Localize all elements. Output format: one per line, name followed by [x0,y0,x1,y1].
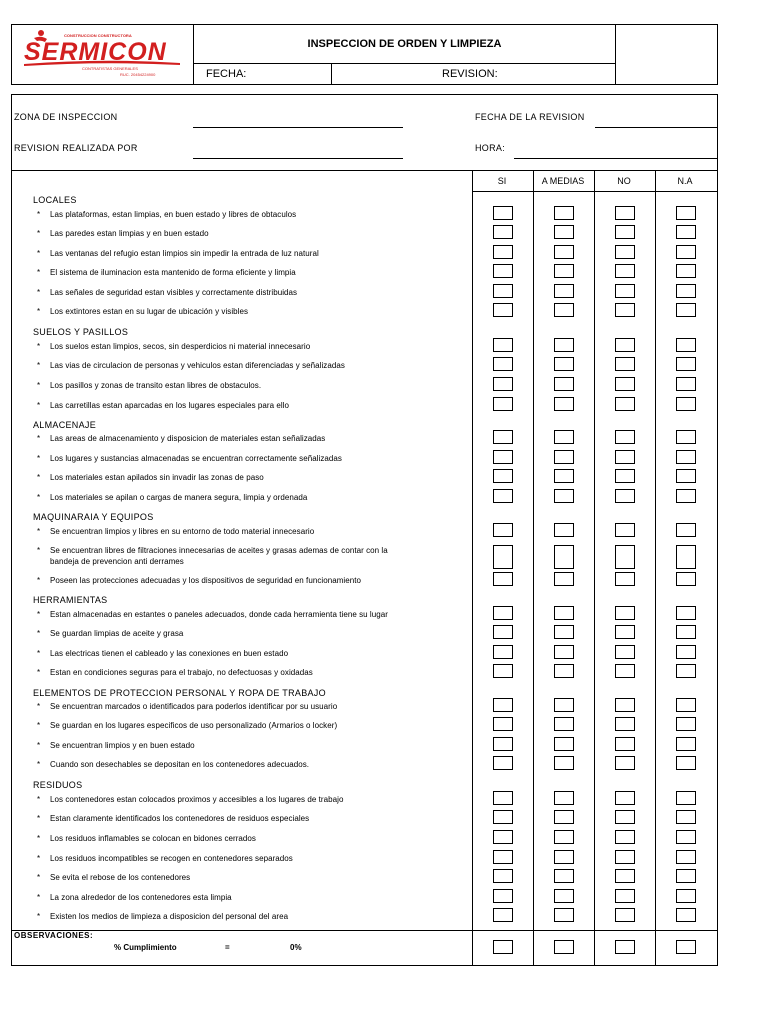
checkbox-a-medias[interactable] [554,303,574,317]
checklist-item: Las areas de almacenamiento y disposicion de materiales estan señalizadas [50,434,326,443]
checkbox-na[interactable] [676,625,696,639]
checklist-item: Las vias de circulacion de personas y vehiculos estan diferenciadas y señalizadas [50,361,345,370]
checklist-item: Se guardan en los lugares especificos de uso personalizado (Armarios o locker) [50,721,338,730]
checkbox-si[interactable] [493,338,513,352]
checkbox-no[interactable] [615,284,635,298]
checkbox-na[interactable] [676,606,696,620]
checkbox-a-medias[interactable] [554,606,574,620]
column-header-na: N.A [677,176,693,186]
checkbox-si[interactable] [493,850,513,864]
column-divider [472,170,473,966]
checkbox-si[interactable] [493,810,513,824]
checkbox-na[interactable] [676,737,696,751]
checkbox-a-medias[interactable] [554,737,574,751]
checklist-item: Estan almacenadas en estantes o paneles adecuados, donde cada herramienta tiene su lugar [50,610,388,619]
checklist-item: Se encuentran libres de filtraciones innecesarias de aceites y grasas ademas de contar con la [50,546,388,555]
checkbox-si[interactable] [493,664,513,678]
bullet: * [37,795,41,804]
bullet: * [37,629,41,638]
checklist-item: Poseen las protecciones adecuadas y los dispositivos de seguridad en funcionamiento [50,576,362,585]
checkbox-no[interactable] [615,303,635,317]
checkbox-a-medias[interactable] [554,830,574,844]
checkbox-si[interactable] [493,245,513,259]
checkbox-si[interactable] [493,469,513,483]
checklist-item: Los lugares y sustancias almacenadas se encuentran correctamente señalizadas [50,454,342,463]
bullet: * [37,576,41,585]
bullet: * [37,210,41,219]
checkbox-na[interactable] [676,756,696,770]
revision-field[interactable]: REVISION: [332,64,616,84]
bullet: * [37,361,41,370]
checkbox-a-medias[interactable] [554,756,574,770]
checkbox-si[interactable] [493,698,513,712]
checkbox-na[interactable] [676,545,696,569]
checkbox-a-medias[interactable] [554,908,574,922]
checklist-item: Los pasillos y zonas de transito estan libres de obstaculos. [50,381,262,390]
checkbox-si[interactable] [493,737,513,751]
checkbox-na[interactable] [676,645,696,659]
bullet: * [37,229,41,238]
checkbox-no[interactable] [615,698,635,712]
checkbox-no[interactable] [615,572,635,586]
checkbox-si[interactable] [493,357,513,371]
checkbox-na[interactable] [676,430,696,444]
checkbox-a-medias[interactable] [554,397,574,411]
checklist-item: Las carretillas estan aparcadas en los lugares especiales para ello [50,401,290,410]
checkbox-na[interactable] [676,698,696,712]
bullet: * [37,854,41,863]
checkbox-a-medias[interactable] [554,245,574,259]
bullet: * [37,307,41,316]
checkbox-si[interactable] [493,264,513,278]
checklist-item: Los contenedores estan colocados proximos y accesibles a los lugares de trabajo [50,795,344,804]
hora-input-line[interactable] [514,158,717,159]
bullet: * [37,834,41,843]
checkbox-si[interactable] [493,489,513,503]
checkbox-no[interactable] [615,908,635,922]
column-header-si: SI [497,176,507,186]
fecha-field[interactable]: FECHA: [194,64,332,84]
checklist-item: Las plataformas, estan limpias, en buen estado y libres de obtaculos [50,210,297,219]
checkbox-no[interactable] [615,206,635,220]
checkbox-na[interactable] [676,791,696,805]
checkbox-no[interactable] [615,625,635,639]
realizada-label: REVISION REALIZADA POR [14,143,138,153]
section-title: LOCALES [33,195,77,205]
bullet: * [37,668,41,677]
cumplimiento-label: % Cumplimiento [114,943,177,952]
checkbox-si[interactable] [493,545,513,569]
checklist-item: El sistema de iluminacion esta mantenido de forma eficiente y limpia [50,268,296,277]
fecha-revision-label: FECHA DE LA REVISION [475,112,585,122]
checkbox-si[interactable] [493,206,513,220]
logo-wordmark: SERMICON [24,38,167,66]
checklist-item: Estan claramente identificados los contenedores de residuos especiales [50,814,310,823]
checkbox-a-medias[interactable] [554,284,574,298]
logo-subtitle: CONTRATISTAS GENERALES [82,66,138,71]
checkbox-na[interactable] [676,206,696,220]
zona-label: ZONA DE INSPECCION [14,112,118,122]
checkbox-no[interactable] [615,357,635,371]
checklist-item: Se encuentran limpios y en buen estado [50,741,195,750]
checklist-item: La zona alrededor de los contenedores esta limpia [50,893,232,902]
checkbox-si[interactable] [493,889,513,903]
divider [12,930,717,931]
checkbox-no[interactable] [615,545,635,569]
bullet: * [37,401,41,410]
checklist-item: Los residuos inflamables se colocan en bidones cerrados [50,834,256,843]
checkbox-si[interactable] [493,756,513,770]
divider [12,170,717,171]
bullet: * [37,249,41,258]
bullet: * [37,814,41,823]
company-logo [12,25,194,84]
checkbox-no[interactable] [615,791,635,805]
checkbox-si[interactable] [493,572,513,586]
observaciones-label: OBSERVACIONES: [14,931,94,940]
checkbox-no[interactable] [615,756,635,770]
checkbox-no[interactable] [615,940,635,954]
hora-label: HORA: [475,143,506,153]
checkbox-na[interactable] [676,940,696,954]
column-divider [594,170,595,966]
column-header-divider [472,191,718,192]
checkbox-no[interactable] [615,523,635,537]
checkbox-a-medias[interactable] [554,469,574,483]
checklist-item: Se encuentran marcados o identificados para poderlos identificar por su usuario [50,702,338,711]
checkbox-na[interactable] [676,377,696,391]
checkbox-a-medias[interactable] [554,869,574,883]
section-title: RESIDUOS [33,780,83,790]
bullet: * [37,721,41,730]
checkbox-a-medias[interactable] [554,645,574,659]
bullet: * [37,493,41,502]
checklist-item: Cuando son desechables se depositan en los contenedores adecuados. [50,760,310,769]
checkbox-si[interactable] [493,940,513,954]
section-title: ALMACENAJE [33,420,97,430]
checkbox-na[interactable] [676,357,696,371]
bullet: * [37,760,41,769]
checkbox-na[interactable] [676,869,696,883]
checkbox-a-medias[interactable] [554,545,574,569]
checkbox-si[interactable] [493,523,513,537]
checkbox-a-medias[interactable] [554,450,574,464]
bullet: * [37,473,41,482]
checkbox-na[interactable] [676,810,696,824]
fecha-revision-input-line[interactable] [595,127,717,128]
bullet: * [37,454,41,463]
checklist-item: Existen los medios de limpieza a disposicion del personal del area [50,912,289,921]
checkbox-si[interactable] [493,625,513,639]
checklist-item: Estan en condiciones seguras para el trabajo, no defectuosas y oxidadas [50,668,313,677]
bullet: * [37,741,41,750]
bullet: * [37,342,41,351]
checkbox-no[interactable] [615,737,635,751]
checkbox-a-medias[interactable] [554,225,574,239]
bullet: * [37,912,41,921]
logo-ruc: RUC. 20454224900 [120,72,156,77]
checkbox-a-medias[interactable] [554,810,574,824]
checkbox-na[interactable] [676,450,696,464]
checkbox-no[interactable] [615,377,635,391]
checkbox-no[interactable] [615,430,635,444]
bullet: * [37,546,41,555]
checkbox-na[interactable] [676,908,696,922]
bullet: * [37,893,41,902]
checkbox-na[interactable] [676,489,696,503]
realizada-input-line[interactable] [193,158,403,159]
checkbox-no[interactable] [615,664,635,678]
checkbox-no[interactable] [615,717,635,731]
checkbox-no[interactable] [615,225,635,239]
checkbox-na[interactable] [676,889,696,903]
checklist-item: Se encuentran limpios y libres en su entorno de todo material innecesario [50,527,315,536]
checkbox-si[interactable] [493,303,513,317]
checkbox-a-medias[interactable] [554,664,574,678]
checkbox-no[interactable] [615,606,635,620]
checkbox-si[interactable] [493,908,513,922]
column-divider [533,170,534,966]
checkbox-a-medias[interactable] [554,338,574,352]
checkbox-si[interactable] [493,717,513,731]
checkbox-a-medias[interactable] [554,377,574,391]
equals-sign: = [225,943,230,952]
checkbox-a-medias[interactable] [554,523,574,537]
checkbox-a-medias[interactable] [554,791,574,805]
checkbox-na[interactable] [676,664,696,678]
checkbox-na[interactable] [676,469,696,483]
bullet: * [37,434,41,443]
checkbox-a-medias[interactable] [554,264,574,278]
checkbox-na[interactable] [676,225,696,239]
checkbox-a-medias[interactable] [554,889,574,903]
bullet: * [37,288,41,297]
checkbox-no[interactable] [615,830,635,844]
checkbox-a-medias[interactable] [554,850,574,864]
bullet: * [37,527,41,536]
checkbox-no[interactable] [615,397,635,411]
checkbox-na[interactable] [676,572,696,586]
bullet: * [37,649,41,658]
checkbox-a-medias[interactable] [554,430,574,444]
checkbox-na[interactable] [676,717,696,731]
checkbox-no[interactable] [615,850,635,864]
checklist-item: Se guardan limpias de aceite y grasa [50,629,184,638]
checkbox-a-medias[interactable] [554,717,574,731]
checklist-item: Las señales de seguridad estan visibles y correctamente distribuidas [50,288,298,297]
checkbox-no[interactable] [615,810,635,824]
checkbox-si[interactable] [493,377,513,391]
bullet: * [37,268,41,277]
bullet: * [37,702,41,711]
section-title: SUELOS Y PASILLOS [33,327,129,337]
checkbox-si[interactable] [493,430,513,444]
checkbox-na[interactable] [676,303,696,317]
checkbox-na[interactable] [676,850,696,864]
checkbox-si[interactable] [493,645,513,659]
checkbox-si[interactable] [493,830,513,844]
form-title: INSPECCION DE ORDEN Y LIMPIEZA [194,25,616,64]
checkbox-no[interactable] [615,338,635,352]
bullet: * [37,873,41,882]
checkbox-si[interactable] [493,397,513,411]
checkbox-si[interactable] [493,606,513,620]
checkbox-na[interactable] [676,284,696,298]
checkbox-a-medias[interactable] [554,625,574,639]
checkbox-no[interactable] [615,469,635,483]
cumplimiento-value: 0% [290,943,302,952]
checkbox-si[interactable] [493,791,513,805]
checkbox-no[interactable] [615,489,635,503]
checklist-item: Los materiales estan apilados sin invadir las zonas de paso [50,473,264,482]
checkbox-si[interactable] [493,284,513,298]
checkbox-a-medias[interactable] [554,572,574,586]
checklist-item: Los extintores estan en su lugar de ubicación y visibles [50,307,249,316]
checkbox-na[interactable] [676,523,696,537]
checkbox-no[interactable] [615,245,635,259]
checkbox-na[interactable] [676,264,696,278]
checkbox-si[interactable] [493,450,513,464]
checkbox-no[interactable] [615,889,635,903]
checkbox-si[interactable] [493,225,513,239]
checkbox-na[interactable] [676,338,696,352]
column-divider [655,170,656,966]
checkbox-no[interactable] [615,645,635,659]
column-header-no: NO [617,176,631,186]
bullet: * [37,610,41,619]
checkbox-a-medias[interactable] [554,489,574,503]
checkbox-a-medias[interactable] [554,940,574,954]
checklist-item-continued: bandeja de prevencion anti derrames [50,557,184,566]
logo-tagline: CONSTRUCCION CONSTRUCTORA [64,33,132,38]
bullet: * [37,381,41,390]
checklist-item: Las ventanas del refugio estan limpios sin impedir la entrada de luz natural [50,249,319,258]
checkbox-na[interactable] [676,245,696,259]
checklist-item: Los residuos incompatibles se recogen en contenedores separados [50,854,293,863]
section-title: MAQUINARAIA Y EQUIPOS [33,512,154,522]
checklist-item: Se evita el rebose de los contenedores [50,873,191,882]
checkbox-a-medias[interactable] [554,206,574,220]
section-title: HERRAMIENTAS [33,595,108,605]
checkbox-no[interactable] [615,264,635,278]
form-header [11,24,718,85]
checkbox-si[interactable] [493,869,513,883]
zona-input-line[interactable] [193,127,403,128]
checklist-item: Los suelos estan limpios, secos, sin desperdicios ni material innecesario [50,342,311,351]
checklist-item: Los materiales se apilan o cargas de manera segura, limpia y ordenada [50,493,308,502]
checkbox-a-medias[interactable] [554,698,574,712]
column-header-a-medias: A MEDIAS [541,176,585,186]
checkbox-na[interactable] [676,830,696,844]
section-title: ELEMENTOS DE PROTECCION PERSONAL Y ROPA DE TRABAJO [33,688,326,698]
checklist-item: Las electricas tienen el cableado y las conexiones en buen estado [50,649,289,658]
checkbox-no[interactable] [615,869,635,883]
checklist-item: Las paredes estan limpias y en buen estado [50,229,209,238]
checkbox-no[interactable] [615,450,635,464]
checkbox-na[interactable] [676,397,696,411]
checkbox-a-medias[interactable] [554,357,574,371]
